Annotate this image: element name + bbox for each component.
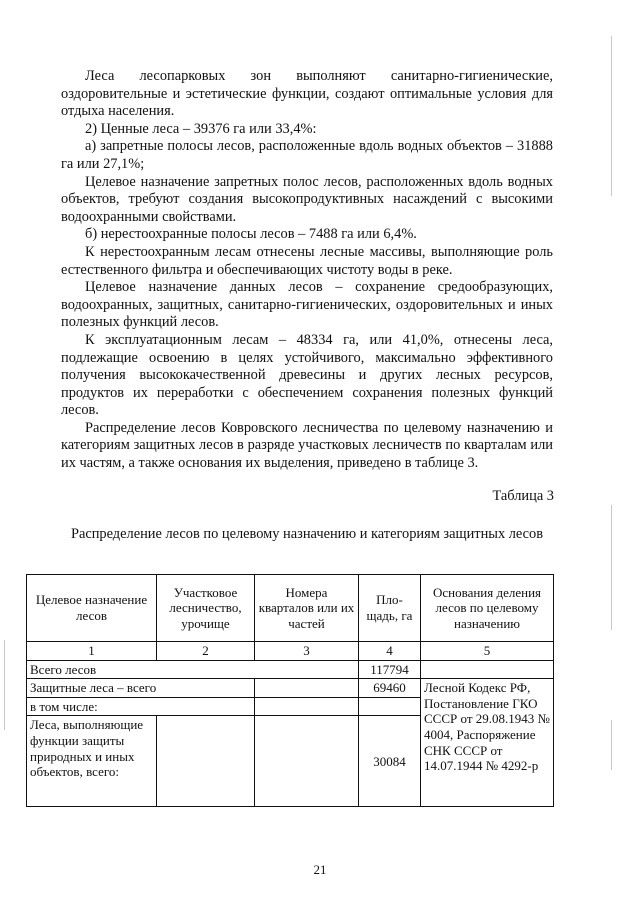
scan-edge-line [611,36,612,196]
column-number-row [27,642,554,661]
basis-cell [421,660,554,679]
area-cell: 69460 [359,679,421,698]
column-number: 1 [27,642,157,661]
paragraph: К эксплуатационным лесам – 48334 га, или 41,0%, отнесены леса, подлежащие освоению в целях устойчивого, максимально эффективного получения высококачественной древесины и других лесных ресурсов, продуктов их переработки с обеспечением сохранения полезных функций лесов. [61,331,553,419]
column-number: 3 [255,642,359,661]
scan-edge-line [4,640,5,730]
row-label: Защитные леса – всего [27,679,255,698]
quarters-cell [255,679,359,698]
header-cell: Номера кварталов или их частей [255,575,359,642]
row-label: в том числе: [27,697,255,716]
page-number: 21 [313,862,327,877]
scan-edge-line [611,720,612,770]
forestry-cell [157,716,255,807]
basis-cell: Лесной Кодекс РФ, Постановление ГКО СССР от 29.08.1943 № 4004, Распоряжение СНК СССР от 14.07.1944 № 4292-р [421,679,554,807]
table-row [27,660,554,679]
row-label: Леса, выполняющие функции защиты природных и иных объектов, всего: [27,716,157,807]
table-header-row [27,575,554,642]
column-number: 5 [421,642,554,661]
quarters-cell [255,716,359,807]
header-cell: Пло-щадь, га [359,575,421,642]
forest-distribution-table [26,574,554,807]
paragraph: К нерестоохранным лесам отнесены лесные массивы, выполняющие роль естественного фильтра и обеспечивающих чистоту воды в реке. [61,243,553,278]
header-cell: Основания деления лесов по целевому назначению [421,575,554,642]
paragraph: Целевое назначение данных лесов – сохранение средообразующих, водоохранных, защитных, санитарно-гигиенических, оздоровительных и иных полезных функций лесов. [61,279,553,331]
table-title: Распределение лесов по целевому назначению и категориям защитных лесов [70,526,544,542]
column-number: 4 [359,642,421,661]
paragraph: 2) Ценные леса – 39376 га или 33,4%: [85,120,317,137]
paragraph: Распределение лесов Ковровского лесничества по целевому назначению и категориям защитных лесов в разряде участковых лесничеств по кварталам или их частям, а также основания их выделения, приведено в таблице 3. [61,419,553,472]
area-cell: 117794 [359,660,421,679]
table-caption: Таблица 3 [492,488,554,504]
scan-edge-line [611,505,612,630]
row-label: Всего лесов [27,660,359,679]
area-cell [359,697,421,716]
table-row [27,679,554,698]
column-number: 2 [157,642,255,661]
body-text [61,68,553,473]
header-cell: Целевое назначение лесов [27,575,157,642]
paragraph: а) запретные полосы лесов, расположенные вдоль водных объектов – 31888 га или 27,1%; [61,138,553,172]
paragraph: б) нерестоохранные полосы лесов – 7488 га или 6,4%. [85,226,417,243]
quarters-cell [255,697,359,716]
paragraph: Леса лесопарковых зон выполняют санитарно-гигиенические, оздоровительные и эстетические функции, создают оптимальные условия для отдыха населения. [61,68,553,120]
area-cell: 30084 [359,716,421,807]
paragraph: Целевое назначение запретных полос лесов, расположенных вдоль водных объектов, требуют создания высокопродуктивных насаждений с высокими водоохранными свойствами. [61,173,553,225]
header-cell: Участковое лесничество, урочище [157,575,255,642]
